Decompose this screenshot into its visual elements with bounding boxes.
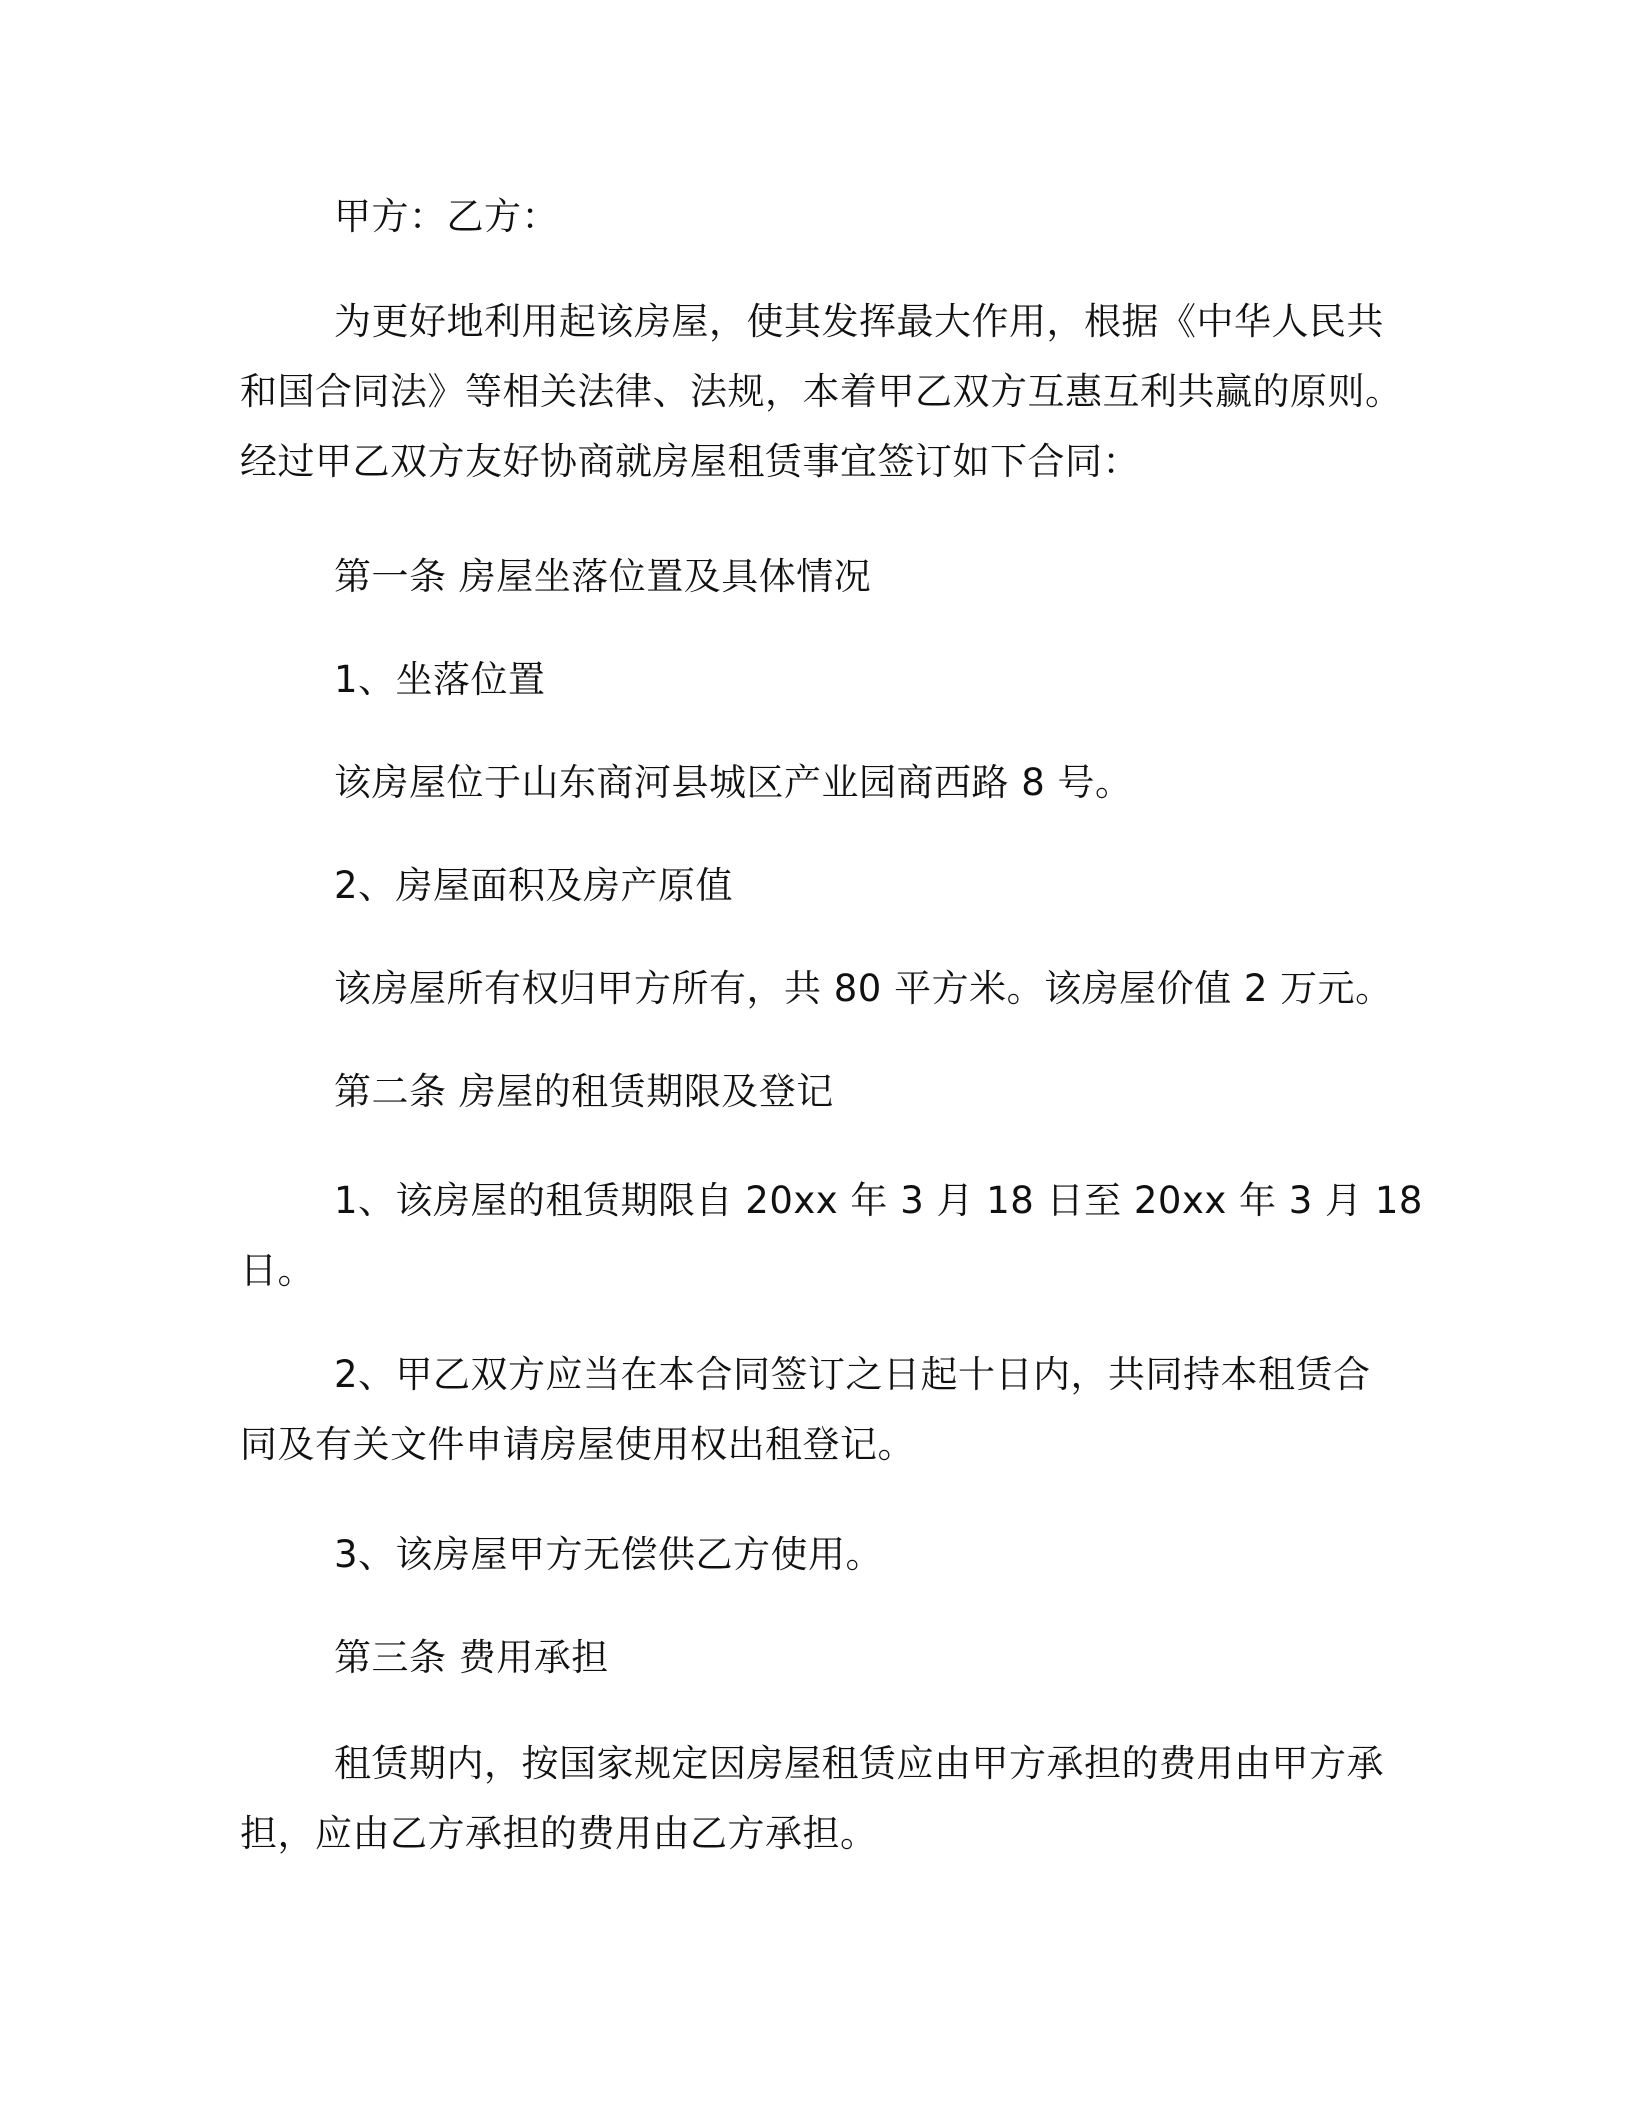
- article-1-item-1-title-text: 1、坐落位置: [334, 658, 546, 701]
- article-1-item-1-body-text: 该房屋位于山东商河县城区产业园商西路 8 号。: [334, 761, 1133, 804]
- article-2-item-2: [240, 1340, 1390, 1480]
- article-1-item-2-body: [334, 954, 1484, 1024]
- parties-text: 甲方：乙方：: [334, 195, 559, 238]
- article-2-item-1-line-2: 日。: [240, 1249, 315, 1292]
- article-1-heading-text: 第一条 房屋坐落位置及具体情况: [334, 555, 872, 598]
- article-2-item-2-line-1: 2、甲乙双方应当在本合同签订之日起十日内，共同持本租赁合: [334, 1353, 1371, 1396]
- article-1-heading: [334, 542, 1484, 612]
- article-2-heading-text: 第二条 房屋的租赁期限及登记: [334, 1070, 834, 1113]
- article-3-heading-text: 第三条 费用承担: [334, 1636, 609, 1679]
- article-3-heading: [334, 1623, 1484, 1693]
- article-3-body: [240, 1729, 1390, 1869]
- parties-line: [334, 182, 1484, 252]
- article-2-heading: [334, 1057, 1484, 1127]
- article-3-body-line-2: 担，应由乙方承担的费用由乙方承担。: [240, 1812, 878, 1855]
- article-2-item-3-text: 3、该房屋甲方无偿供乙方使用。: [334, 1533, 884, 1576]
- article-2-item-3: [334, 1520, 1484, 1590]
- article-3-body-line-1: 租赁期内，按国家规定因房屋租赁应由甲方承担的费用由甲方承: [334, 1742, 1384, 1785]
- article-1-item-2-title-text: 2、房屋面积及房产原值: [334, 864, 734, 907]
- preamble-line-3: 经过甲乙双方友好协商就房屋租赁事宜签订如下合同：: [240, 440, 1140, 483]
- article-2-item-1-line-1: 1、该房屋的租赁期限自 20xx 年 3 月 18 日至 20xx 年 3 月 18: [334, 1179, 1423, 1222]
- preamble-line-2: 和国合同法》等相关法律、法规，本着甲乙双方互惠互利共赢的原则。: [240, 370, 1403, 413]
- article-2-item-2-line-2: 同及有关文件申请房屋使用权出租登记。: [240, 1423, 915, 1466]
- preamble-paragraph: [240, 287, 1403, 497]
- article-1-item-1-body: [334, 748, 1484, 818]
- article-2-item-1: [240, 1166, 1423, 1306]
- article-1-item-2-title: [334, 851, 1484, 921]
- preamble-line-1: 为更好地利用起该房屋，使其发挥最大作用，根据《中华人民共: [334, 300, 1384, 343]
- article-1-item-1-title: [334, 645, 1484, 715]
- article-1-item-2-body-text: 该房屋所有权归甲方所有，共 80 平方米。该房屋价值 2 万元。: [334, 967, 1393, 1010]
